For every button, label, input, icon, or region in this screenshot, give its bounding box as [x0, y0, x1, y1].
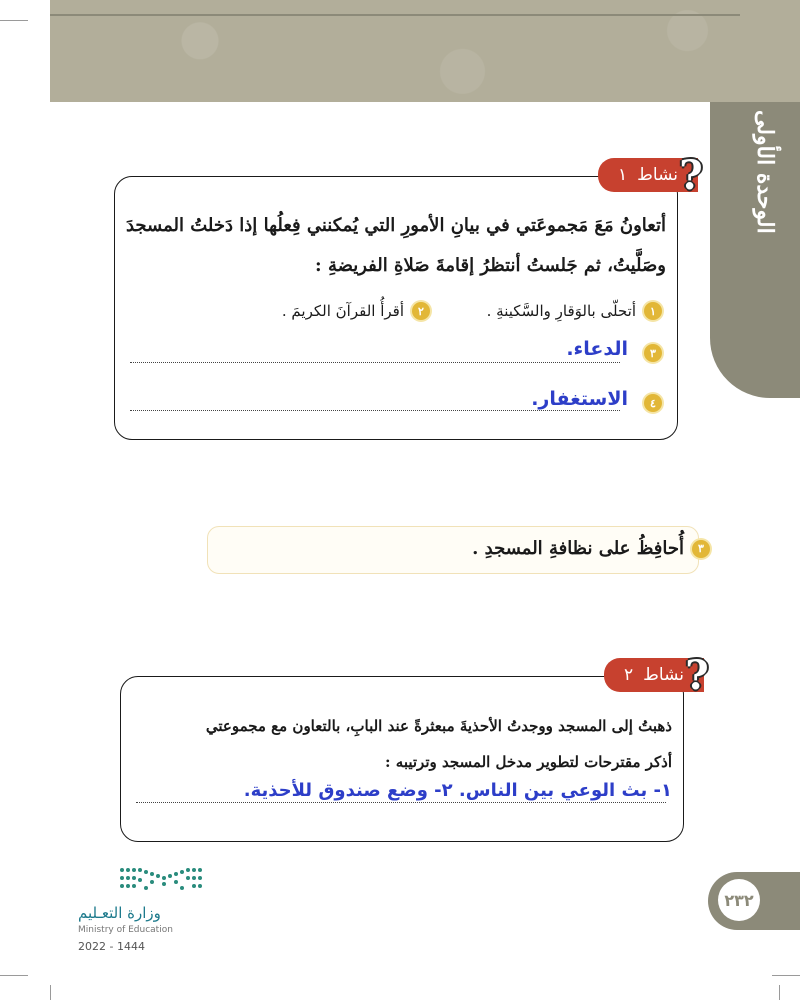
logo-dot: [132, 884, 136, 888]
answer-line: [130, 362, 620, 363]
activity1-item-2: [282, 302, 430, 320]
activity1-answer-3: الدعاء.: [566, 338, 628, 360]
activity2-answer: ١- بث الوعي بين الناس. ٢- وضع صندوق للأحذية.: [243, 780, 672, 801]
page-number: ٢٣٢: [718, 879, 760, 921]
activity1-prompt-line1: أتعاونُ مَعَ مَجموعَتي في بيانِ الأمورِ التي يُمكنني فِعلُها إذا دَخلتُ المسجدَ: [125, 215, 666, 236]
tip-row: [472, 538, 710, 559]
crop-mark: [0, 20, 28, 21]
logo-dot: [150, 880, 154, 884]
logo-dot: [192, 884, 196, 888]
ministry-name-ar: وزارة التعـليم: [78, 904, 161, 922]
logo-dot: [156, 874, 160, 878]
ministry-name-en: Ministry of Education: [78, 925, 173, 935]
logo-dot: [198, 884, 202, 888]
logo-dot: [198, 868, 202, 872]
activity1-answer-4: الاستغفار.: [531, 388, 628, 410]
logo-dot: [198, 876, 202, 880]
ministry-logo-icon: [120, 866, 206, 896]
logo-dot: [174, 872, 178, 876]
logo-dot: [180, 886, 184, 890]
activity1-item-1: [487, 302, 662, 320]
logo-dot: [126, 876, 130, 880]
bullet-number-icon: ٣: [644, 344, 662, 362]
logo-dot: [120, 876, 124, 880]
answer-line: [136, 802, 666, 803]
activity2-prompt: [132, 708, 672, 780]
activity1-prompt-line2: وصَلَّيتُ، ثم جَلستُ أنتظرُ إقامةَ صَلاةِ الفريضةِ :: [315, 255, 666, 276]
logo-dot: [126, 868, 130, 872]
activity-badge-label: نشاط: [637, 165, 678, 185]
activity1-item-text: أتحلّى بالوَقارِ والسَّكينةِ .: [486, 302, 636, 320]
logo-dot: [174, 880, 178, 884]
logo-dot: [192, 868, 196, 872]
logo-dot: [150, 872, 154, 876]
activity1-item-text: أقرأُ القرآنَ الكريمَ .: [281, 302, 404, 320]
logo-dot: [132, 868, 136, 872]
activity1-item-3: [644, 344, 662, 362]
logo-dot: [162, 876, 166, 880]
logo-dot: [162, 882, 166, 886]
answer-line: [130, 410, 620, 411]
activity1-item-4: [644, 394, 662, 412]
bullet-number-icon: ١: [644, 302, 662, 320]
logo-dot: [168, 874, 172, 878]
activity1-prompt: [125, 206, 666, 286]
logo-dot: [186, 876, 190, 880]
activity2-prompt-line1: ذهبتُ إلى المسجد ووجدتُ الأحذيةَ مبعثرةً عند البابِ، بالتعاون مع مجموعتي: [205, 717, 672, 735]
logo-dot: [126, 884, 130, 888]
header-line: [50, 14, 740, 16]
logo-dot: [138, 868, 142, 872]
logo-dot: [138, 878, 142, 882]
crop-mark: [50, 985, 51, 1000]
page-number-tab: [708, 872, 800, 930]
activity2-prompt-line2: أذكر مقترحات لتطوير مدخل المسجد وترتيبه :: [385, 753, 672, 771]
question-mark-icon: ?: [679, 151, 703, 199]
logo-dot: [144, 870, 148, 874]
crop-mark: [779, 985, 780, 1000]
logo-dot: [144, 886, 148, 890]
question-mark-icon: ?: [685, 651, 709, 699]
logo-dot: [120, 884, 124, 888]
edition-year: 2022 - 1444: [78, 940, 145, 953]
activity-badge-number: ١: [618, 165, 628, 185]
activity-badge-number: ٢: [624, 665, 634, 685]
unit-label: الوحدة الأولى: [752, 110, 778, 234]
logo-dot: [120, 868, 124, 872]
logo-dot: [180, 870, 184, 874]
crop-mark: [0, 975, 28, 976]
logo-dot: [192, 876, 196, 880]
bullet-number-icon: ٢: [412, 302, 430, 320]
logo-dot: [132, 876, 136, 880]
logo-dot: [186, 868, 190, 872]
crop-mark: [772, 975, 800, 976]
activity-badge-label: نشاط: [643, 665, 684, 685]
bullet-number-icon: ٤: [644, 394, 662, 412]
tip-text: أُحافِظُ على نظافةِ المسجدِ .: [472, 538, 684, 559]
bullet-number-icon: ٣: [692, 540, 710, 558]
